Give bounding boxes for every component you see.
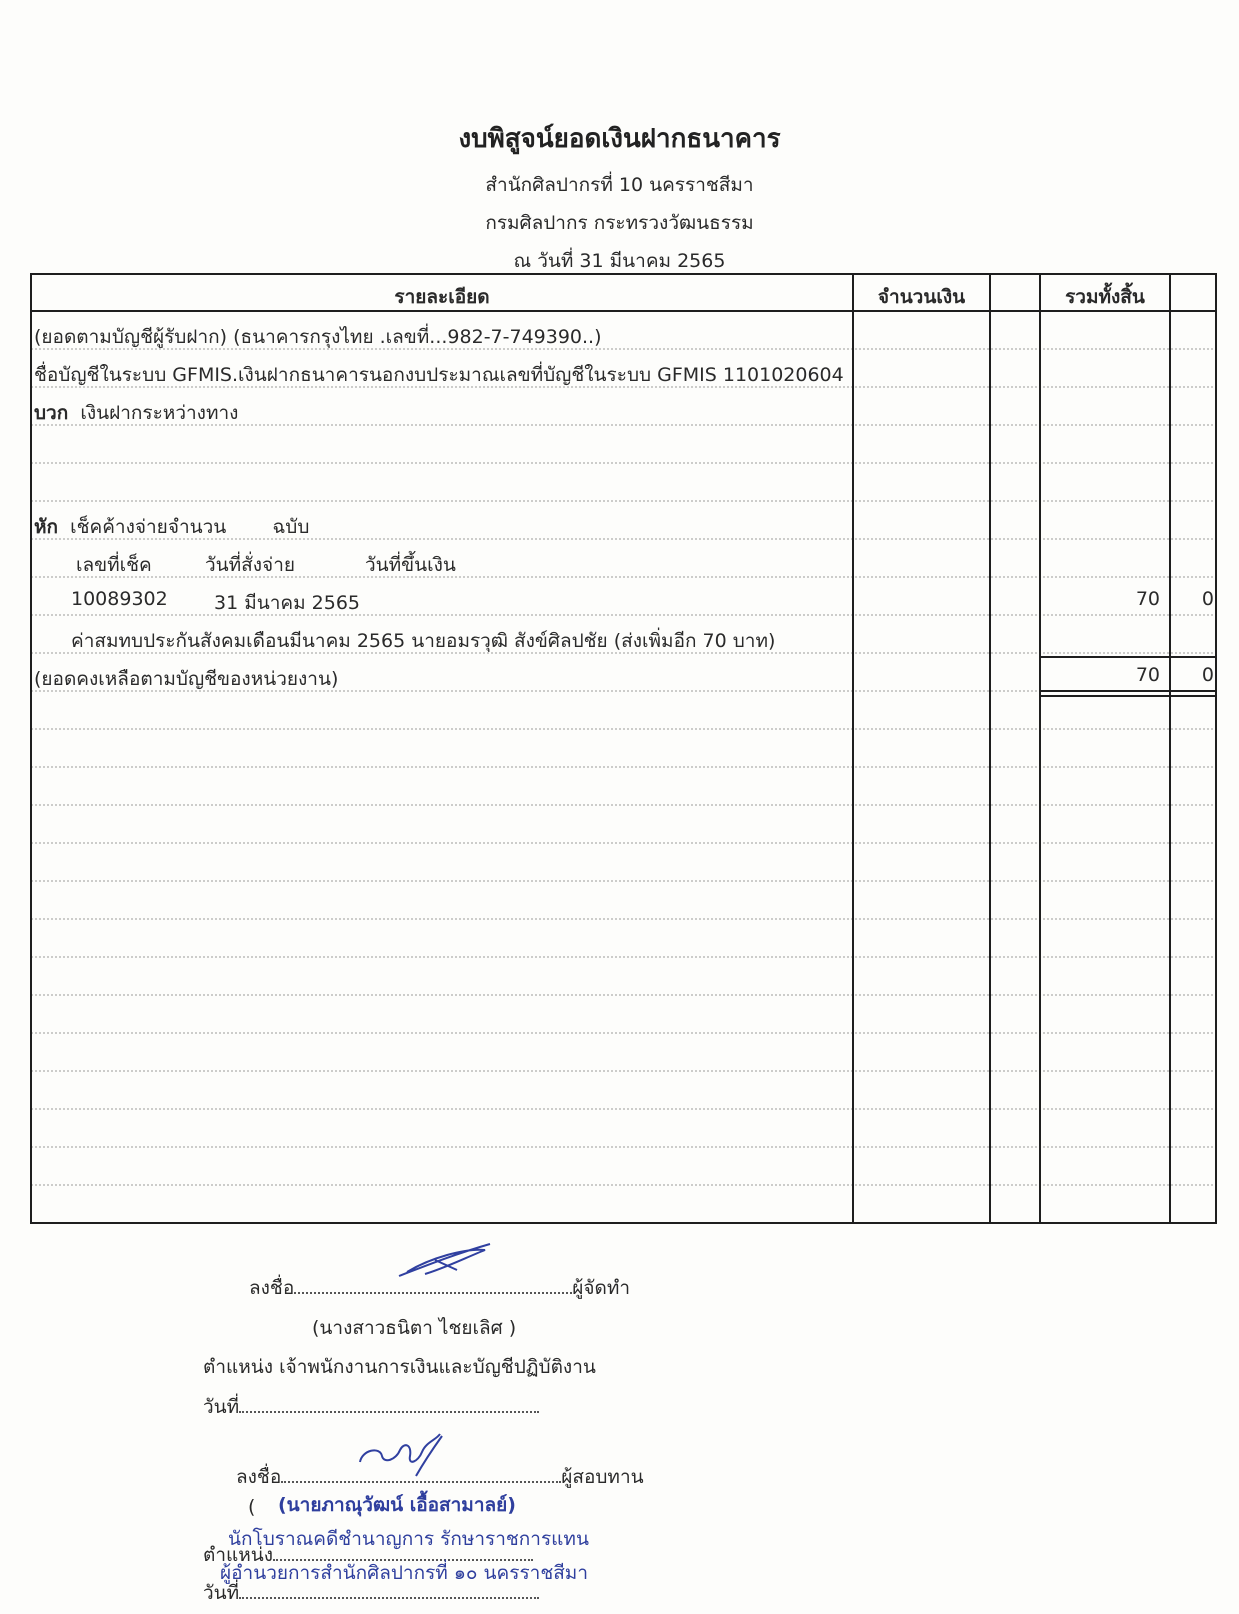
as-of-date: ณ วันที่ 31 มีนาคม 2565 bbox=[513, 250, 726, 272]
cheque-date: 31 มีนาคม 2565 bbox=[214, 592, 361, 614]
col-header-total: รวมทั้งสิ้น bbox=[1065, 286, 1145, 308]
add-label: บวก bbox=[34, 402, 69, 424]
balance-amount: 70 bbox=[1135, 664, 1160, 686]
less-label: หัก bbox=[34, 516, 59, 538]
preparer-sign-line bbox=[249, 1273, 630, 1303]
preparer-sign-label: ลงชื่อ bbox=[249, 1277, 295, 1299]
cheque-satang: 0 bbox=[1201, 588, 1214, 610]
less-text: เช็คค้างจ่ายจำนวน bbox=[70, 516, 227, 538]
reviewer-sign-line bbox=[236, 1462, 644, 1492]
reviewer-date-line bbox=[203, 1578, 539, 1608]
cheque-description: ค่าสมทบประกันสังคมเดือนมีนาคม 2565 นายอมรวุฒิ สังข์ศิลปชัย (ส่งเพิ่มอีก 70 บาท) bbox=[71, 630, 776, 652]
ministry-name: กรมศิลปากร กระทรวงวัฒนธรรม bbox=[485, 212, 754, 234]
cash-date-header: วันที่ขึ้นเงิน bbox=[365, 554, 456, 576]
gfmis-account-row: ชื่อบัญชีในระบบ GFMIS.เงินฝากธนาคารนอกงบประมาณเลขที่บัญชีในระบบ GFMIS 1101020604 bbox=[34, 364, 844, 386]
document-title: งบพิสูจน์ยอดเงินฝากธนาคาร bbox=[458, 124, 781, 154]
order-date-header: วันที่สั่งจ่าย bbox=[205, 554, 295, 576]
preparer-position: ตำแหน่ง เจ้าพนักงานการเงินและบัญชีปฏิบัติงาน bbox=[203, 1356, 596, 1378]
preparer-name: (นางสาวธนิตา ไชยเลิศ ) bbox=[312, 1317, 517, 1339]
reviewer-name-stamp: (นายภาณุวัฒน์ เอื้อสามาลย์) bbox=[278, 1494, 516, 1516]
preparer-role: ผู้จัดทำ bbox=[572, 1277, 631, 1299]
add-text: เงินฝากระหว่างทาง bbox=[80, 402, 239, 424]
balance-satang: 0 bbox=[1201, 664, 1214, 686]
less-row bbox=[34, 512, 309, 542]
preparer-date-line bbox=[203, 1392, 539, 1422]
reviewer-stamp-line-1: นักโบราณคดีชำนาญการ รักษาราชการแทน bbox=[228, 1528, 589, 1550]
reviewer-stamp-line-2: ผู้อำนวยการสำนักศิลปากรที่ ๑๐ นครราชสีมา bbox=[220, 1562, 589, 1584]
reviewer-position-label: ตำแหน่ง bbox=[203, 1544, 274, 1566]
preparer-date-label: วันที่ bbox=[203, 1396, 240, 1418]
cheque-no-header: เลขที่เช็ค bbox=[76, 554, 152, 576]
reviewer-name-open: ( bbox=[248, 1496, 256, 1518]
cheque-number: 10089302 bbox=[71, 588, 168, 610]
add-row bbox=[34, 398, 238, 428]
cheque-amount: 70 bbox=[1135, 588, 1160, 610]
organization-name: สำนักศิลปากรที่ 10 นครราชสีมา bbox=[485, 174, 754, 196]
col-header-detail: รายละเอียด bbox=[394, 286, 490, 308]
bank-balance-row: (ยอดตามบัญชีผู้รับฝาก) (ธนาคารกรุงไทย .เลขที่...982-7-749390..) bbox=[34, 326, 602, 348]
reviewer-role: ผู้สอบทาน bbox=[561, 1466, 644, 1488]
reviewer-sign-label: ลงชื่อ bbox=[236, 1466, 282, 1488]
reviewer-date-label: วันที่ bbox=[203, 1582, 240, 1604]
unit-balance-row: (ยอดคงเหลือตามบัญชีของหน่วยงาน) bbox=[34, 668, 339, 690]
col-header-amount: จำนวนเงิน bbox=[877, 286, 966, 308]
less-unit: ฉบับ bbox=[272, 516, 310, 538]
